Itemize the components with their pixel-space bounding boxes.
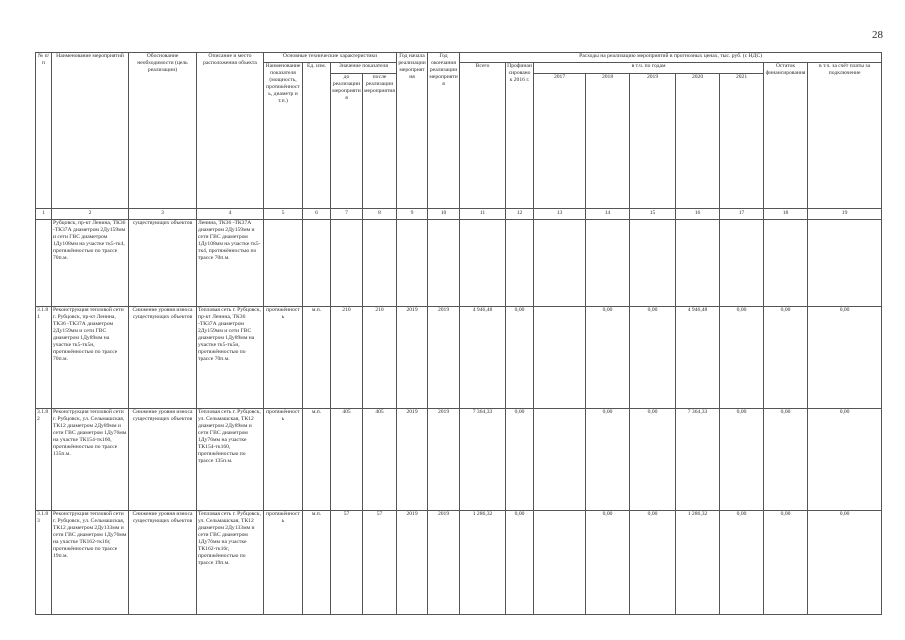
investment-program-table	[35, 52, 882, 615]
row-before: 210	[331, 306, 363, 408]
header-tech-name: Наименование показателя (мощность, протяжённость, диаметр и т.п.)	[264, 63, 303, 209]
table-row	[36, 510, 882, 614]
header-year-start: Год начала реализации мероприятия	[397, 53, 428, 209]
column-number: 13	[534, 209, 586, 219]
row-2018: 0,00	[586, 510, 630, 614]
header-year-2018: 2018	[586, 73, 630, 208]
header-tech: Основные технические характеристики	[264, 53, 397, 63]
row-name: Рубцовск, пр-кт Ленина, ТК36 -ТК37А диаметром 2Ду159мм и сети ГВС диаметром 1Ду108мм на участке тк5-тк4, протяжённостью по трассе 70п.м.	[52, 219, 129, 306]
header-year-2020: 2020	[676, 73, 720, 208]
table-row-continuation	[36, 219, 882, 306]
column-number: 16	[676, 209, 720, 219]
row-basis: Снижение уровня износа существующих объектов	[129, 510, 197, 614]
row-remainder: 0,00	[764, 510, 808, 614]
row-after: 210	[363, 306, 397, 408]
row-tech-name: протяжённость	[264, 510, 303, 614]
header-tech-value: Значение показателя	[331, 63, 397, 73]
row-financed: 0,00	[506, 408, 534, 510]
row-description: Тепловая сеть г. Рубцовск, ул. Сельмашская, ТК12 диаметром 2Ду89мм и сети ГВС диаметром 1Ду76мм на участке ТК154-тк160, протяжённостью по трассе 135п.м.	[197, 408, 264, 510]
row-total: 4 946,48	[460, 306, 506, 408]
row-remainder: 0,00	[764, 306, 808, 408]
row-name: Реконструкция тепловой сети г. Рубцовск, пр-кт Ленина, ТК36 -ТК37А диаметром 2Ду159мм и сети ГВС диаметром 1Ду89мм на участке тк5-тк5н, протяжённостью по трассе 70п.м.	[52, 306, 129, 408]
column-number: 6	[303, 209, 331, 219]
header-expenses: Расходы на реализацию мероприятий в прогнозных ценах, тыс. руб. (с НДС)	[460, 53, 882, 63]
header-tech-after: после реализации мероприятия	[363, 73, 397, 208]
page-number: 28	[872, 29, 883, 41]
header-no: № п/п	[36, 53, 52, 209]
row-2021: 0,00	[720, 510, 764, 614]
row-2018: 0,00	[586, 408, 630, 510]
row-2019: 0,00	[630, 408, 676, 510]
column-number: 5	[264, 209, 303, 219]
header-name: Наименование мероприятий	[52, 53, 129, 209]
row-2017	[534, 306, 586, 408]
row-unit: м.п.	[303, 510, 331, 614]
header-year-2019: 2019	[630, 73, 676, 208]
row-2018: 0,00	[586, 306, 630, 408]
row-description: Тепловая сеть г. Рубцовск, пр-кт Ленина, ТК36 -ТК37А диаметром 2Ду159мм и сети ГВС диаметром 1Ду89мм на участке тк5-тк5н, протяжённостью по трассе 70п.м.	[197, 306, 264, 408]
row-total: 1 286,32	[460, 510, 506, 614]
header-description: Описание и место расположения объекта	[197, 53, 264, 209]
row-before: 405	[331, 408, 363, 510]
row-number: 3.1.82	[36, 408, 52, 510]
row-basis: Снижение уровня износа существующих объектов	[129, 306, 197, 408]
row-tech-name: протяжённость	[264, 408, 303, 510]
row-unit: м.п.	[303, 306, 331, 408]
row-before: 57	[331, 510, 363, 614]
column-number: 8	[363, 209, 397, 219]
row-financed: 0,00	[506, 510, 534, 614]
row-financed: 0,00	[506, 306, 534, 408]
column-number: 10	[428, 209, 460, 219]
row-unit: м.п.	[303, 408, 331, 510]
header-connection-fee: в т.ч. за счёт платы за подключение	[808, 63, 882, 209]
row-2020: 1 286,32	[676, 510, 720, 614]
column-number: 9	[397, 209, 428, 219]
row-year-start: 2019	[397, 408, 428, 510]
row-basis: существующих объектов	[129, 219, 197, 306]
column-number: 14	[586, 209, 630, 219]
header-total: Всего	[460, 63, 506, 209]
row-2021: 0,00	[720, 306, 764, 408]
table-row	[36, 408, 882, 510]
row-name: Реконструкция тепловой сети г. Рубцовск, ул. Сельмашская, ТК12 диаметром 2Ду89мм и сети ГВС диаметром 1Ду76мм на участке ТК154-тк160, протяжённостью по трассе 135п.м.	[52, 408, 129, 510]
header-basis: Обоснование необходимости (цель реализации)	[129, 53, 197, 209]
row-year-start: 2019	[397, 510, 428, 614]
column-numbers-row	[36, 209, 882, 219]
row-after: 405	[363, 408, 397, 510]
row-basis: Снижение уровня износа существующих объектов	[129, 408, 197, 510]
row-name: Реконструкция тепловой сети г. Рубцовск, ул. Сельмашская, ТК12 диаметром 2Ду133мм и сети ГВС диаметром 1Ду76мм на участке ТК162-тк16г, протяжённостью по трассе 19п.м.	[52, 510, 129, 614]
row-2017	[534, 510, 586, 614]
row-2021: 0,00	[720, 408, 764, 510]
column-number: 19	[808, 209, 882, 219]
row-description: Тепловая сеть г. Рубцовск, ул. Сельмашская, ТК12 диаметром 2Ду133мм и сети ГВС диаметром 1Ду76мм на участке ТК162-тк16г, протяжённостью по трассе 19п.м.	[197, 510, 264, 614]
column-number: 3	[129, 209, 197, 219]
row-total: 7 364,33	[460, 408, 506, 510]
column-number: 7	[331, 209, 363, 219]
row-2019: 0,00	[630, 510, 676, 614]
row-after: 57	[363, 510, 397, 614]
header-tech-unit: Ед. изм.	[303, 63, 331, 209]
column-number: 4	[197, 209, 264, 219]
column-number: 1	[36, 209, 52, 219]
column-number: 18	[764, 209, 808, 219]
header-by-years: в т.ч. по годам	[534, 63, 764, 73]
column-number: 17	[720, 209, 764, 219]
header-year-2021: 2021	[720, 73, 764, 208]
row-year-end: 2019	[428, 408, 460, 510]
header-year-end: Год окончания реализации мероприятия	[428, 53, 460, 209]
row-year-start: 2019	[397, 306, 428, 408]
column-number: 2	[52, 209, 129, 219]
row-number: 3.1.83	[36, 510, 52, 614]
column-number: 11	[460, 209, 506, 219]
header-remainder: Остаток финансирования	[764, 63, 808, 209]
column-number: 12	[506, 209, 534, 219]
header-year-2017: 2017	[534, 73, 586, 208]
row-connection-fee: 0,00	[808, 408, 882, 510]
row-2020: 7 364,33	[676, 408, 720, 510]
row-number: 3.1.81	[36, 306, 52, 408]
row-year-end: 2019	[428, 510, 460, 614]
header-financed: Профинансировано к 2016 г.	[506, 63, 534, 209]
row-2020: 4 946,48	[676, 306, 720, 408]
header-tech-before: до реализации мероприятия	[331, 73, 363, 208]
row-remainder: 0,00	[764, 408, 808, 510]
column-number: 15	[630, 209, 676, 219]
row-connection-fee: 0,00	[808, 510, 882, 614]
row-2019: 0,00	[630, 306, 676, 408]
row-description: Ленина, ТК36 -ТК37А диаметром 2Ду159мм и сети ГВС диаметром 1Ду108мм на участке тк5-тк4, протяжённостью по трассе 70п.м.	[197, 219, 264, 306]
row-tech-name: протяжённость	[264, 306, 303, 408]
table-row	[36, 306, 882, 408]
row-year-end: 2019	[428, 306, 460, 408]
row-2017	[534, 408, 586, 510]
row-connection-fee: 0,00	[808, 306, 882, 408]
